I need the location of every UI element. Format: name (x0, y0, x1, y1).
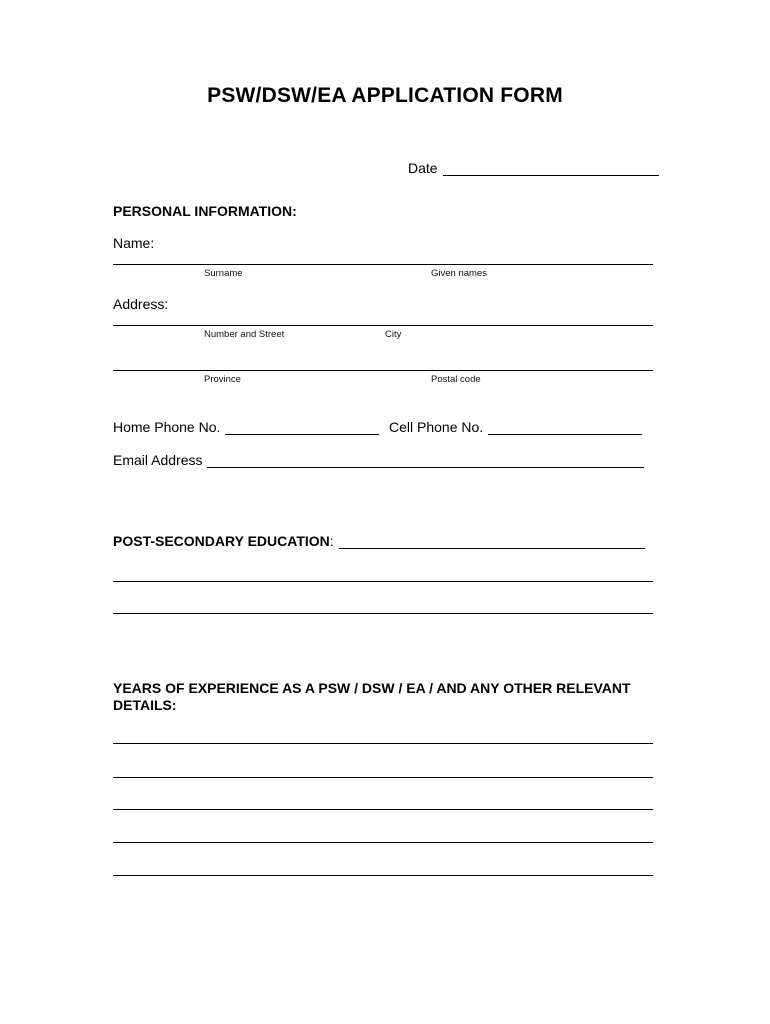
home-phone-row (113, 419, 379, 435)
experience-line-5[interactable] (113, 875, 653, 876)
date-field[interactable] (443, 161, 659, 176)
number-street-caption: Number and Street (204, 329, 285, 340)
city-caption: City (385, 329, 402, 340)
education-line-2[interactable] (113, 581, 653, 582)
cell-phone-field[interactable] (488, 420, 642, 435)
given-names-caption: Given names (431, 268, 487, 279)
education-field[interactable] (339, 534, 645, 549)
email-label: Email Address (113, 452, 203, 468)
experience-line-1[interactable] (113, 743, 653, 744)
date-label: Date (408, 160, 438, 176)
experience-line-3[interactable] (113, 809, 653, 810)
email-field[interactable] (207, 453, 644, 468)
name-label: Name: (113, 235, 155, 251)
experience-heading: YEARS OF EXPERIENCE AS A PSW / DSW / EA / AND ANY OTHER RELEVANT DETAILS: (113, 680, 631, 713)
address-province-postal-field[interactable] (113, 370, 653, 371)
experience-line-2[interactable] (113, 777, 653, 778)
date-row (408, 160, 659, 176)
address-label: Address: (113, 296, 169, 312)
page-title: PSW/DSW/EA APPLICATION FORM (207, 84, 563, 107)
experience-line-4[interactable] (113, 842, 653, 843)
postal-code-caption: Postal code (431, 374, 481, 385)
name-field[interactable] (113, 264, 653, 265)
province-caption: Province (204, 374, 241, 385)
cell-phone-row (389, 419, 642, 435)
education-row (113, 533, 645, 549)
education-heading: POST-SECONDARY EDUCATION (113, 533, 330, 549)
home-phone-field[interactable] (225, 420, 379, 435)
email-row (113, 452, 644, 468)
personal-information-heading: PERSONAL INFORMATION: (113, 203, 297, 219)
address-street-city-field[interactable] (113, 325, 653, 326)
cell-phone-label: Cell Phone No. (389, 419, 484, 435)
surname-caption: Surname (204, 268, 243, 279)
education-colon: : (329, 533, 334, 549)
education-line-3[interactable] (113, 613, 653, 614)
home-phone-label: Home Phone No. (113, 419, 221, 435)
